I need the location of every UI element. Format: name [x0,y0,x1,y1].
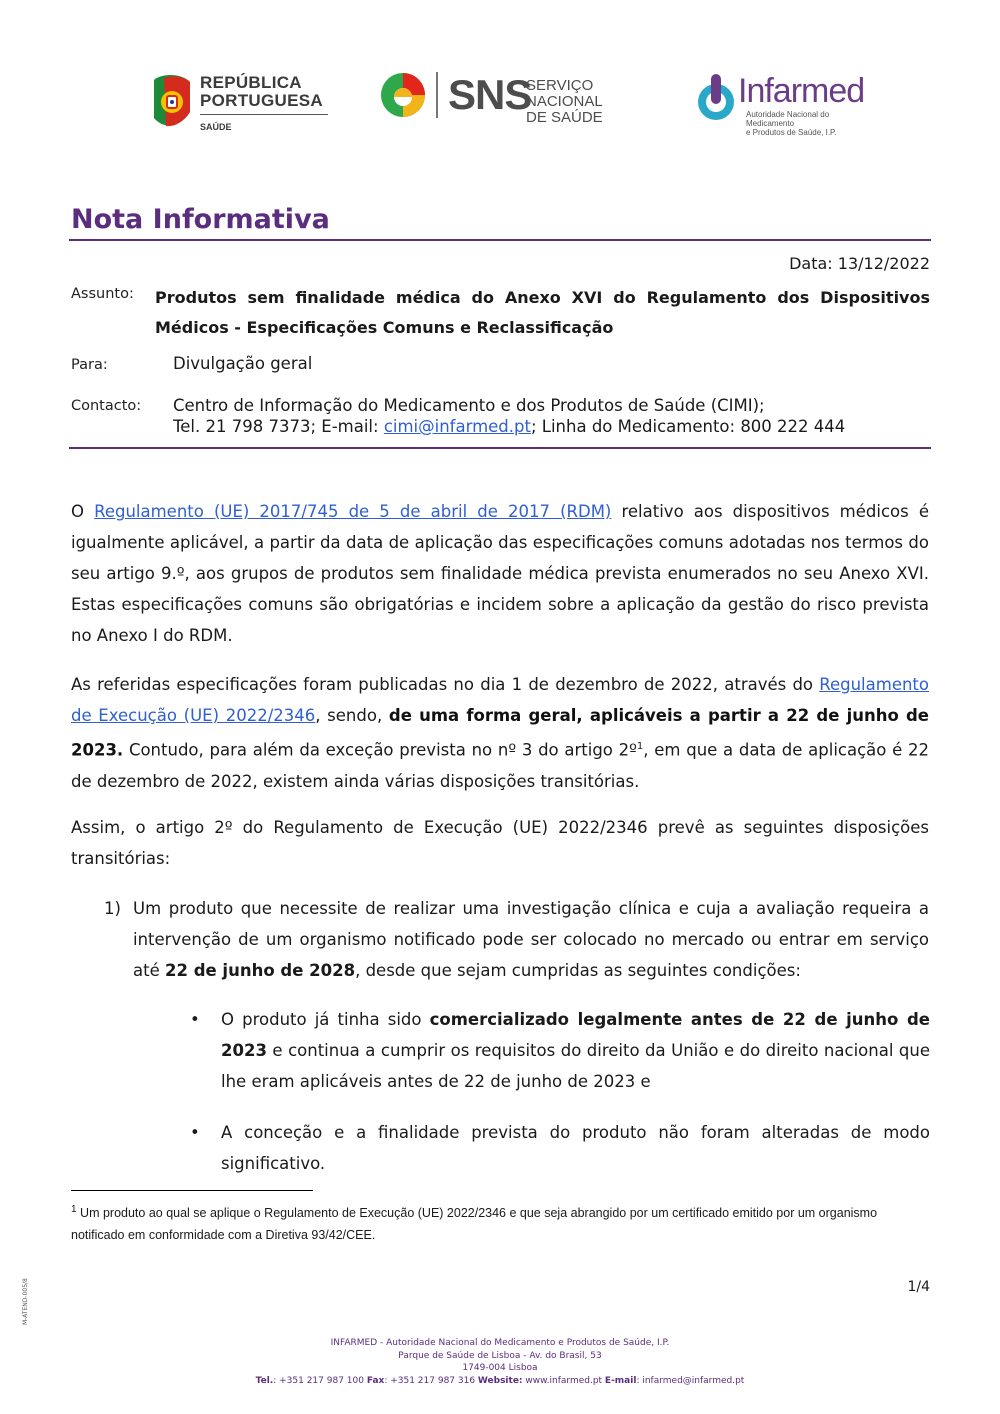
bullet-icon: • [190,1010,200,1029]
list-item-1: 1) Um produto que necessite de realizar uma investigação clínica e cuja a avaliação requeira a intervenção de um organismo notificado pode ser colocado no mercado ou entrar em serviço até 22 de junho de 2028, desde que sejam cumpridas as seguintes condições: [104,893,929,986]
sns-acronym: SNS [448,71,532,118]
paragraph-2: As referidas especificações foram publicadas no dia 1 de dezembro de 2022, através do Regulamento de Execução (UE) 2022/2346, sendo, de uma forma geral, aplicáveis a partir a 22 de junho de 2023. Contudo, para além da exceção prevista no nº 3 do artigo 2º$^1$, em que a data de aplicação é 22 de dezembro de 2022, existem ainda várias disposições transitórias. [71,675,929,791]
page-title: Nota Informativa [71,204,330,235]
infarmed-name: Infarmed [738,72,865,110]
footnote: $^1$ Um produto ao qual se aplique o Regulamento de Execução (UE) 2022/2346 e que seja abrangido por um certificado emitido por um organismo notificado em conformidade com a Diretiva 93/42/CEE. [71,1204,878,1243]
contact-block [173,395,845,437]
subject-label: Assunto: [71,286,134,302]
sns-divider [436,72,438,118]
infarmed-logo [694,72,874,137]
footnote-rule [71,1190,313,1191]
to-text: Divulgação geral [173,354,313,373]
regulamento-execucao-link[interactable]: Regulamento de Execução (UE) 2022/2346 [71,675,929,725]
bullet-icon: • [190,1123,200,1142]
page-number: 1/4 [907,1279,930,1295]
document-date: Data: 13/12/2022 [789,254,930,273]
page-footer [0,1337,1000,1387]
republica-text: REPÚBLICA [200,73,302,92]
infarmed-sub2: e Produtos de Saúde, I.P. [746,128,837,137]
subject-text: Produtos sem finalidade médica do Anexo XVI do Regulamento dos Dispositivos Médicos - Especificações Comuns e Reclassificação [155,288,930,337]
portugal-shield-icon [150,72,194,132]
footer-contacts: Tel.: +351 217 987 100 Fax: +351 217 987 316 Website: www.infarmed.pt E-mail: infarmed@infarmed.pt [255,1375,745,1386]
footer-line1: INFARMED - Autoridade Nacional do Medicamento e Produtos de Saúde, I.P. [330,1338,670,1348]
contact-email-link[interactable]: cimi@infarmed.pt [383,417,531,436]
logo-divider [200,114,328,115]
bullet-item-2: • A conceção e a finalidade prevista do produto não foram alteradas de modo significativo. [190,1117,930,1179]
list-item-number: 1) [104,899,121,918]
sns-line2: DE SAÚDE [526,109,603,126]
to-label: Para: [71,357,108,373]
side-code: M-ATEND-005/8 [22,1278,29,1325]
rdm-link[interactable]: Regulamento (UE) 2017/745 de 5 de abril de 2017 (RDM) [94,502,612,521]
portuguesa-text: PORTUGUESA [200,91,323,110]
title-rule [69,239,931,241]
infarmed-sub1: Autoridade Nacional do Medicamento [746,110,830,128]
contact-line2: Tel. 21 798 7373; E-mail: cimi@infarmed.pt; Linha do Medicamento: 800 222 444 [173,417,846,436]
footer-line3: 1749-004 Lisboa [462,1363,538,1373]
bullet-item-1: • O produto já tinha sido comercializado legalmente antes de 22 de junho de 2023 e continua a cumprir os requisitos do direito da União e do direito nacional que lhe eram aplicáveis antes de 22 de junho de 2023 e [190,1004,930,1097]
paragraph-1: O Regulamento (UE) 2017/745 de 5 de abril de 2017 (RDM) relativo aos dispositivos médicos é igualmente aplicável, a partir da data de aplicação das especificações comuns adotadas nos termos do seu artigo 9.º, aos grupos de produtos sem finalidade médica prevista enumerados no seu Anexo XVI. Estas especificações comuns são obrigatórias e incidem sobre a aplicação da gestão do risco prevista no Anexo I do RDM. [71,502,929,645]
contact-label: Contacto: [71,398,142,414]
footnote-ref: 1 [636,741,644,752]
contact-line1: Centro de Informação do Medicamento e dos Produtos de Saúde (CIMI); [173,396,765,415]
sns-logo [378,70,658,126]
republica-portuguesa-logo [150,72,340,134]
sns-emblem-icon [378,70,428,120]
paragraph-3: Assim, o artigo 2º do Regulamento de Execução (UE) 2022/2346 prevê as seguintes disposições transitórias: [71,818,929,868]
saude-text: SAÚDE [200,122,232,132]
header-rule [69,447,931,449]
footer-line2: Parque de Saúde de Lisboa - Av. do Brasil, 53 [398,1350,602,1361]
infarmed-emblem-icon [694,72,738,124]
sns-line1: SERVIÇO NACIONAL [526,77,603,110]
